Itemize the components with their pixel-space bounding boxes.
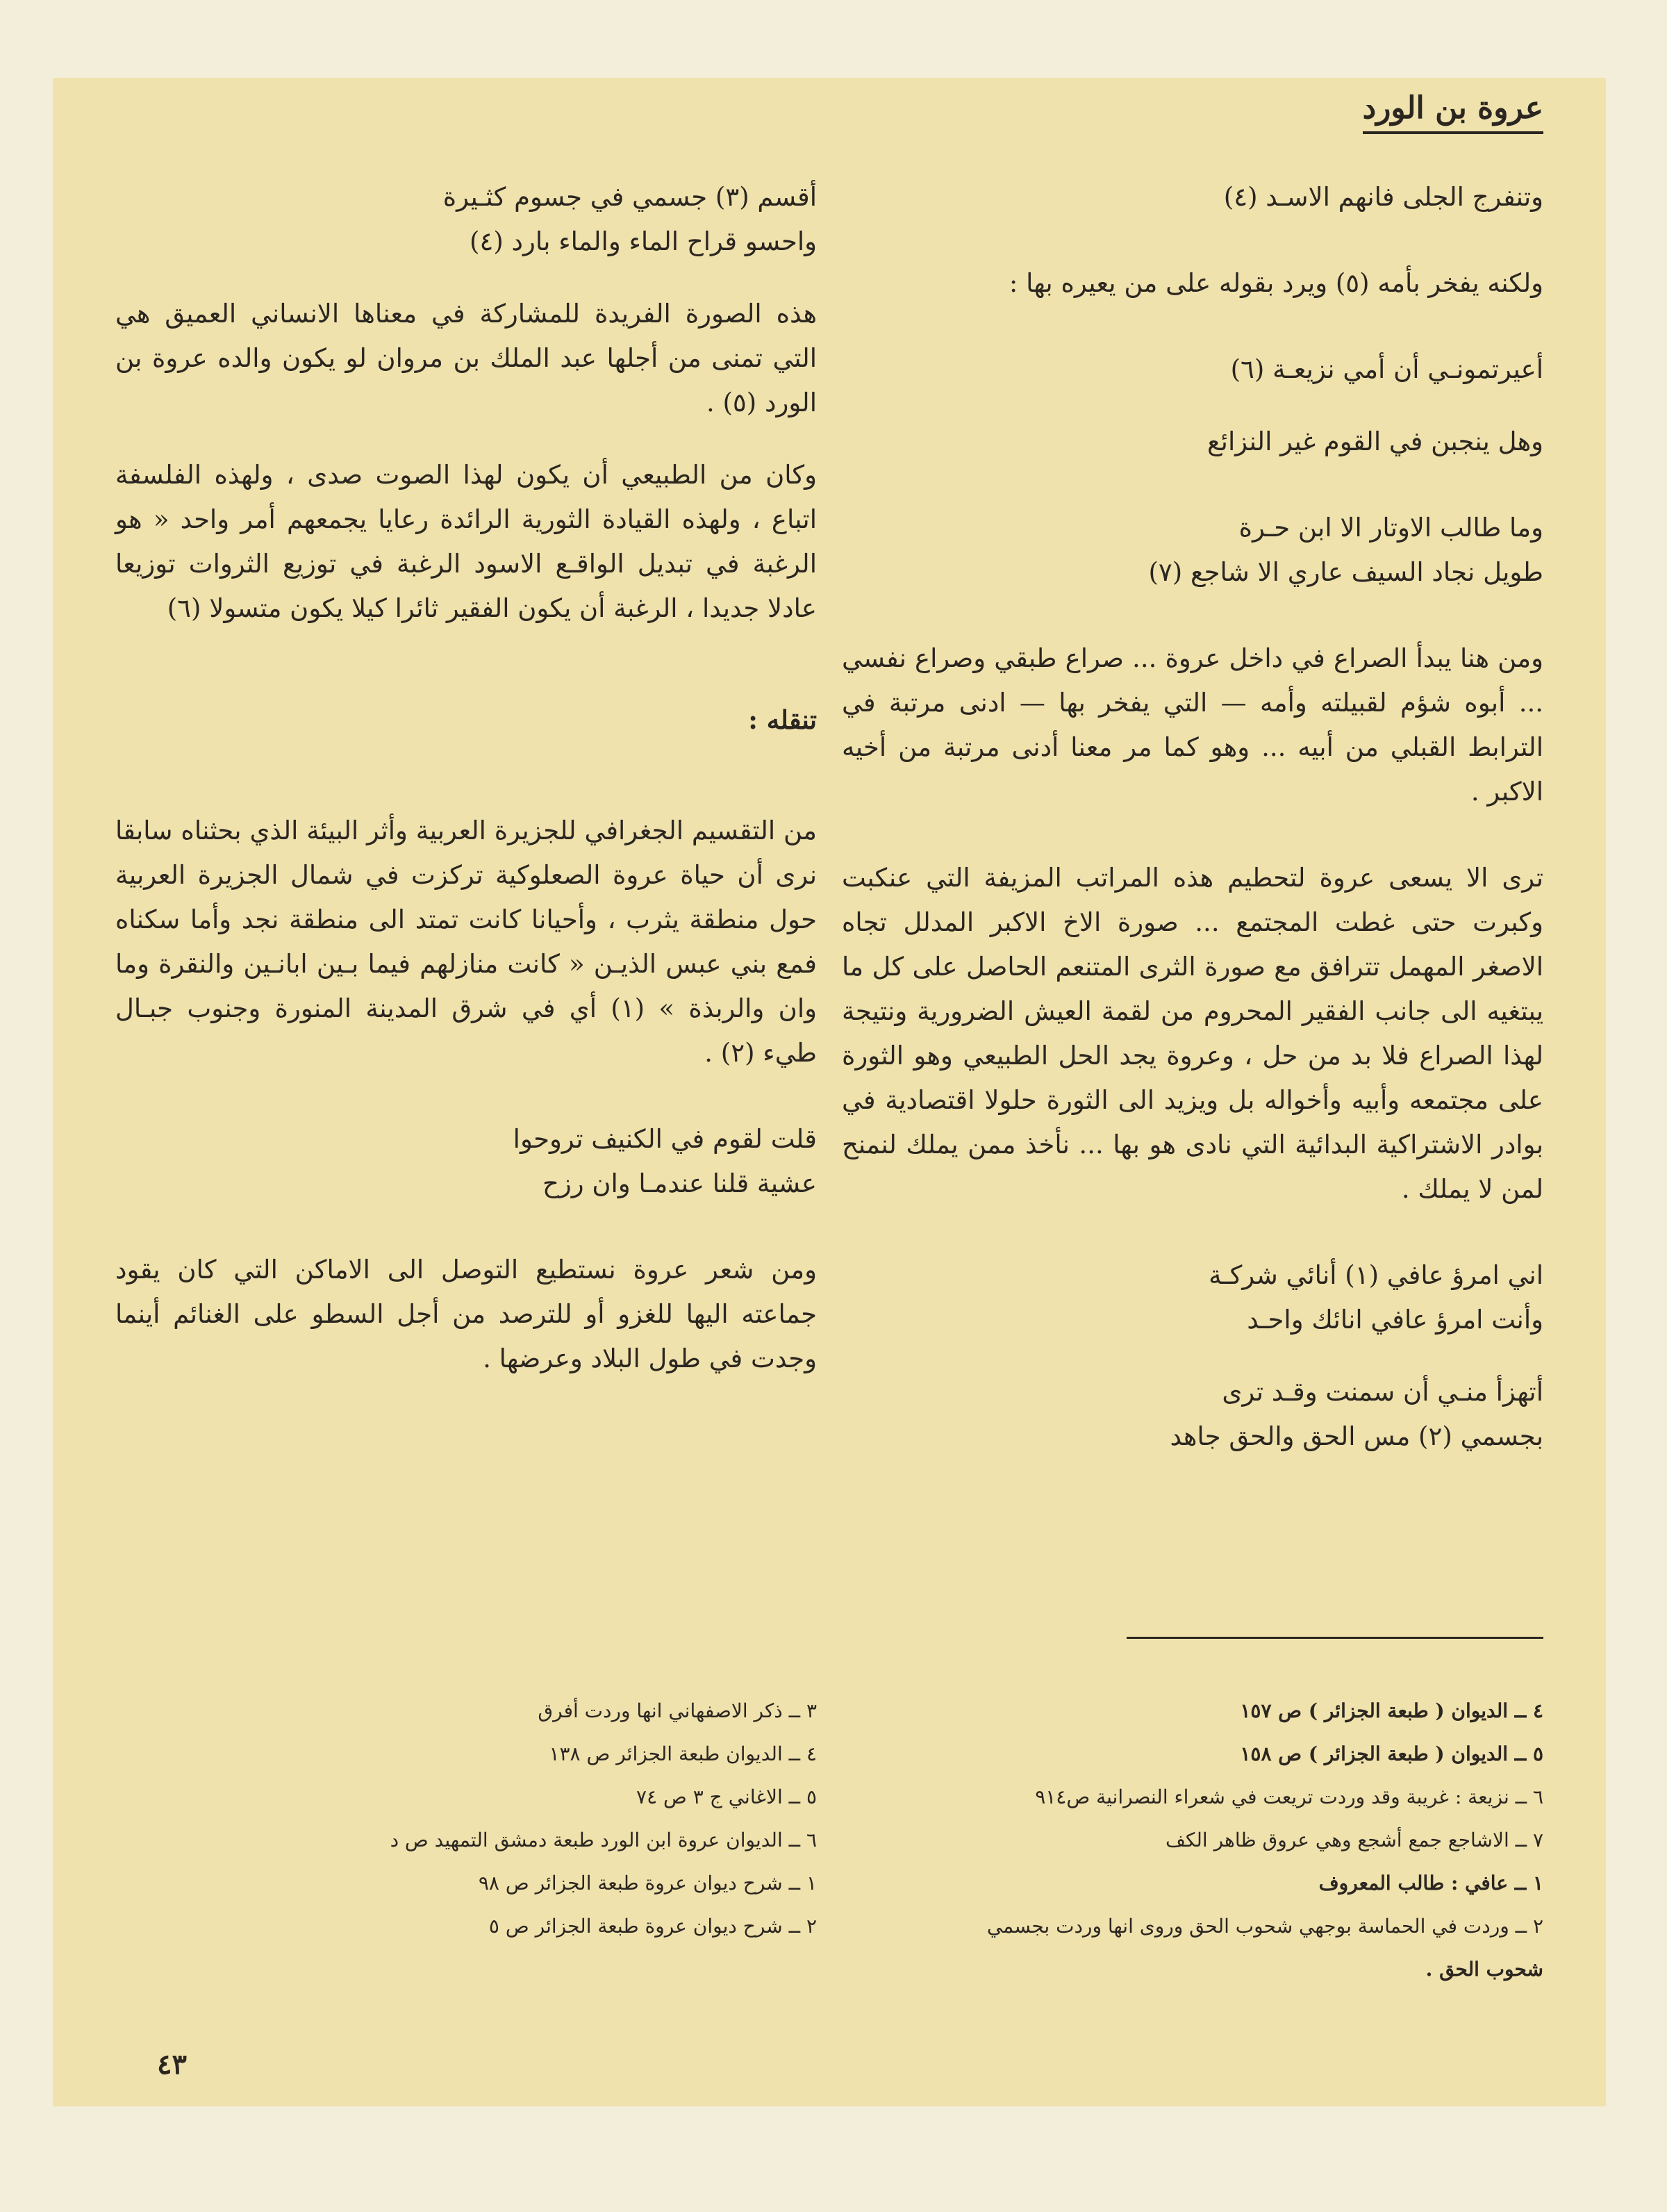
page-number: ٤٣ (157, 2048, 187, 2081)
running-header-title: عروة بن الورد (1363, 90, 1543, 134)
right-column (842, 175, 1543, 1459)
verse-line: أعيرتمونـي أن أمي نزيعـة (٦) (1230, 354, 1543, 384)
footnote: ٤ ــ الديوان ( طبعة الجزائر ) ص ١٥٧ (1240, 1699, 1543, 1722)
verse-line: اني امرؤ عافي (١) أنائي شركـة (1209, 1260, 1543, 1290)
footnote: ١ ــ شرح ديوان عروة طبعة الجزائر ص ٩٨ (478, 1872, 817, 1895)
paragraph: من التقسيم الجغرافي للجزيرة العربية وأثر البيئة الذي بحثناه سابقا نرى أن حياة عروة الصعلوكية تركزت في شمال الجزيرة العربية حول منطقة يثرب ، وأحيانا كانت تمتد الى منطقة نجد وأما سكناه فمع بني عبس الذيـن « كانت منازلهم فيما بـين ابانـين والنقرة وما وان والربذة » (١) أي في شرق المدينة المنورة وجنوب جبـال طيء (٢) . (115, 816, 817, 1068)
footnote: ٦ ــ الديوان عروة ابن الورد طبعة دمشق التمهيد ص د (390, 1829, 817, 1851)
paragraph: ترى الا يسعى عروة لتحطيم هذه المراتب المزيفة التي عنكبت وكبرت حتى غطت المجتمع ... صورة الاخ الاكبر المدلل تجاه الاصغر المهمل تترافق مع صورة الثرى المتنعم الحاصل على كل ما يبتغيه الى جانب الفقير المحروم من لقمة العيش الضرورية ونتيجة لهذا الصراع فلا بد من حل ، وعروة يجد الحل الطبيعي وهو الثورة على مجتمعه وأبيه وأخواله بل ويزيد الى الثورة حلولا اقتصادية في بوادر الاشتراكية البدائية التي نادى هو بها ... نأخذ ممن يملك لنمنح لمن لا يملك . (842, 863, 1543, 1204)
paragraph: ومن شعر عروة نستطيع التوصل الى الاماكن التي كان يقود جماعته اليها للغزو أو للترصد من أجل السطو على الغنائم أينما وجدت في طول البلاد وعرضها . (115, 1255, 817, 1373)
footnotes-right (842, 1690, 1543, 1991)
footnote: ١ ــ عافي : طالب المعروف (1318, 1872, 1543, 1895)
verse-line: وهل ينجبن في القوم غير النزائع (1206, 427, 1543, 456)
footnote: ٢ ــ وردت في الحماسة بوجهي شحوب الحق وروى انها وردت بجسمي (986, 1915, 1543, 1938)
footnotes-left (115, 1690, 817, 1948)
verse-line: واحسو قراح الماء والماء بارد (٤) (470, 226, 817, 256)
verse-line: وما طالب الاوتار الا ابن حـرة (1238, 513, 1543, 543)
paragraph: ومن هنا يبدأ الصراع في داخل عروة ... صراع طبقي وصراع نفسي ... أبوه شؤم لقبيلته وأمه — التي يفخر بها — ادنى مرتبة في الترابط القبلي من أبيه ... وهو كما مر معنا أدنى مرتبة من أخيه الاكبر . (842, 643, 1543, 807)
verse-line: أقسم (٣) جسمي في جسوم كثـيرة (442, 182, 817, 212)
footnote: ٢ ــ شرح ديوان عروة طبعة الجزائر ص ٥ (488, 1915, 817, 1938)
verse-line: بجسمي (٢) مس الحق والحق جاهد (1170, 1421, 1543, 1451)
paragraph: ولكنه يفخر بأمه (٥) ويرد بقوله على من يعيره بها : (1009, 268, 1543, 298)
footnote: ٤ ــ الديوان طبعة الجزائر ص ١٣٨ (549, 1742, 817, 1765)
section-heading: تنقله : (748, 704, 817, 735)
left-column (115, 175, 817, 1381)
footnote: ٦ ــ نزيعة : غريبة وقد وردت تريعت في شعراء النصرانية ص٩١٤ (1035, 1785, 1543, 1808)
footnote: ٣ ــ ذكر الاصفهاني انها وردت أفرق (538, 1699, 817, 1722)
verse-line: قلت لقوم في الكنيف تروحوا (513, 1124, 817, 1154)
magazine-page (53, 78, 1606, 2106)
footnote: شحوب الحق . (1425, 1958, 1543, 1981)
verse-line: طويل نجاد السيف عاري الا شاجع (٧) (1148, 557, 1543, 587)
footnote: ٥ ــ الديوان ( طبعة الجزائر ) ص ١٥٨ (1240, 1742, 1543, 1765)
footnote-divider (1127, 1637, 1543, 1639)
verse-line: عشية قلنا عندمـا وان رزح (542, 1169, 817, 1198)
paragraph: وكان من الطبيعي أن يكون لهذا الصوت صدى ، ولهذه الفلسفة اتباع ، ولهذه القيادة الثورية الرائدة رعايا يجمعهم أمر واحد « هو الرغبة في تبديل الواقـع الاسود الرغبة في توزيع الثروات توزيعا عادلا جديدا ، الرغبة أن يكون الفقير ثائرا كيلا يكون متسولا (٦) (115, 460, 817, 623)
footnote: ٧ ــ الاشاجع جمع أشجع وهي عروق ظاهر الكف (1165, 1829, 1543, 1851)
verse-line: أتهزأ منـي أن سمنت وقـد ترى (1222, 1377, 1543, 1407)
verse-line: وتنفرج الجلى فانهم الاسـد (٤) (1223, 182, 1543, 212)
footnote: ٥ ــ الاغاني ج ٣ ص ٧٤ (636, 1785, 817, 1808)
verse-line: وأنت امرؤ عافي انائك واحـد (1247, 1305, 1543, 1335)
paragraph: هذه الصورة الفريدة للمشاركة في معناها الانساني العميق هي التي تمنى من أجلها عبد الملك بن مروان لو يكون والده عروة بن الورد (٥) . (115, 299, 817, 418)
